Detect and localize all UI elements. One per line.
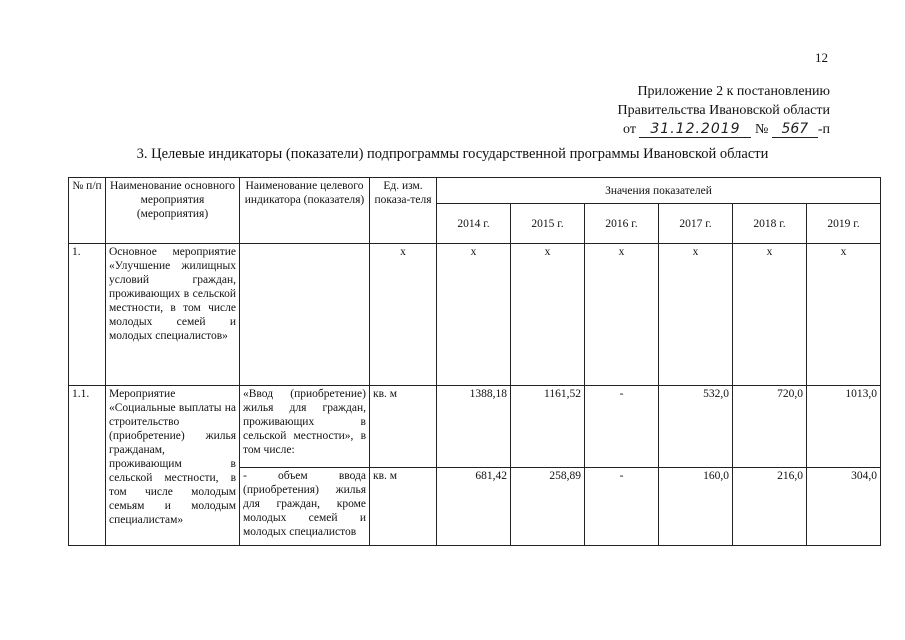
row-value: 720,0	[733, 386, 807, 468]
row-unit: кв. м	[370, 468, 437, 546]
row-value: x	[807, 244, 881, 386]
appendix-line-1: Приложение 2 к постановлению	[637, 84, 830, 99]
row-value: 1388,18	[437, 386, 511, 468]
header-values: Значения показателей	[437, 178, 881, 204]
header-unit: Ед. изм. показа-теля	[370, 178, 437, 244]
appendix-header	[618, 82, 830, 139]
header-year: 2016 г.	[585, 204, 659, 244]
header-indicator: Наименование целевого индикатора (показателя)	[240, 178, 370, 244]
header-num: № п/п	[69, 178, 106, 244]
row-indicator: - объем ввода (приобретения) жилья для граждан, кроме молодых семей и молодых специалистов	[240, 468, 370, 546]
row-value: -	[585, 468, 659, 546]
row-value: 1161,52	[511, 386, 585, 468]
table-row	[69, 244, 881, 386]
row-measure: Основное мероприятие «Улучшение жилищных условий граждан, проживающих в сельской местности, в том числе молодых семей и молодых специалистов»	[106, 244, 240, 386]
from-label: от	[623, 122, 636, 137]
indicators-table	[68, 177, 881, 546]
page-number: 12	[815, 50, 828, 65]
row-unit: x	[370, 244, 437, 386]
row-value: x	[585, 244, 659, 386]
document-title: 3. Целевые индикаторы (показатели) подпрограммы государственной программы Ивановской области	[136, 146, 769, 162]
row-value: x	[511, 244, 585, 386]
number-suffix: -п	[817, 122, 830, 137]
row-num: 1.	[69, 244, 106, 386]
number-label: №	[754, 122, 769, 137]
appendix-line-3	[618, 120, 830, 139]
handwritten-date: 31.12.2019	[639, 122, 751, 138]
row-value: x	[437, 244, 511, 386]
row-num: 1.1.	[69, 386, 106, 546]
appendix-line-2: Правительства Ивановской области	[617, 103, 830, 118]
header-year: 2019 г.	[807, 204, 881, 244]
row-value: 532,0	[659, 386, 733, 468]
row-value: x	[733, 244, 807, 386]
table-row	[69, 386, 881, 468]
header-year: 2017 г.	[659, 204, 733, 244]
header-year: 2014 г.	[437, 204, 511, 244]
header-measure: Наименование основного мероприятия (мероприятия)	[106, 178, 240, 244]
row-value: 258,89	[511, 468, 585, 546]
row-indicator: «Ввод (приобретение) жилья для граждан, проживающих в сельской местности», в том числе:	[240, 386, 370, 468]
row-value: 216,0	[733, 468, 807, 546]
row-value: 681,42	[437, 468, 511, 546]
row-indicator	[240, 244, 370, 386]
row-value: 160,0	[659, 468, 733, 546]
row-measure: Мероприятие «Социальные выплаты на строительство (приобретение) жилья гражданам, проживающим в сельской местности, в том числе молодым семьям и молодым специалистам»	[106, 386, 240, 546]
row-value: 304,0	[807, 468, 881, 546]
row-value: x	[659, 244, 733, 386]
row-value: -	[585, 386, 659, 468]
row-unit: кв. м	[370, 386, 437, 468]
row-value: 1013,0	[807, 386, 881, 468]
header-year: 2015 г.	[511, 204, 585, 244]
header-year: 2018 г.	[733, 204, 807, 244]
handwritten-number: 567	[772, 122, 818, 138]
